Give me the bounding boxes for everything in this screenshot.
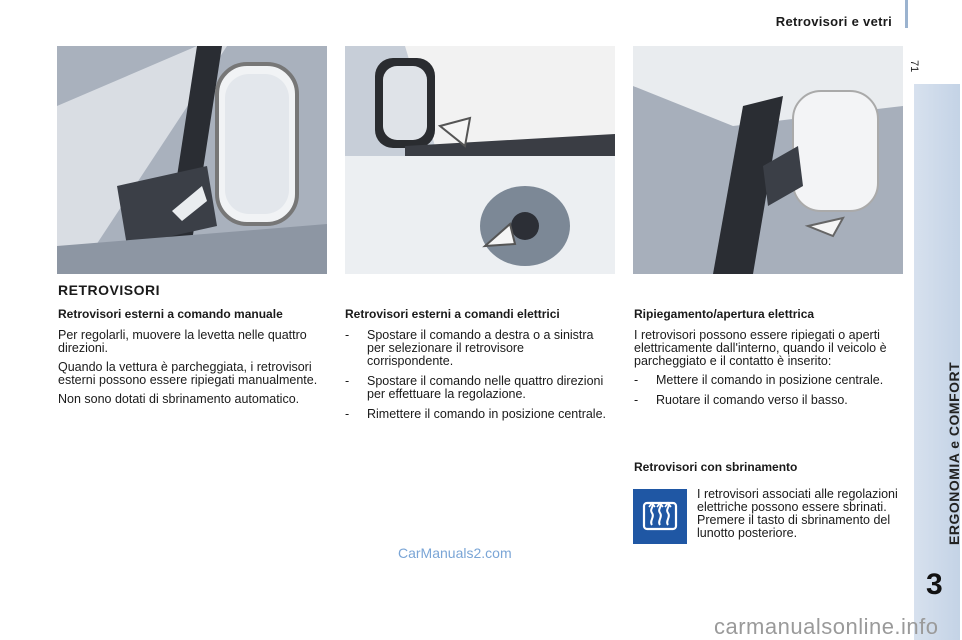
list-item xyxy=(345,408,610,421)
list-marker: - xyxy=(634,373,639,387)
list-item xyxy=(345,329,610,368)
section-title: RETROVISORI xyxy=(58,282,160,298)
paragraph: I retrovisori possono essere ripiegati o aperti elettricamente dall'interno, quando il veicolo è parcheggiato e il contatto è inserito: xyxy=(634,328,887,368)
chapter-number: 3 xyxy=(926,568,943,601)
list-item xyxy=(634,394,902,407)
heading-folding-mirrors: Ripiegamento/apertura elettrica xyxy=(634,307,815,321)
page-number: 71 xyxy=(908,60,920,73)
paragraph: I retrovisori associati alle regolazioni elettriche possono essere sbrinati. Premere il tasto di sbrinamento del lunotto posteriore. xyxy=(697,487,898,540)
paragraph: Non sono dotati di sbrinamento automatico. xyxy=(58,392,300,406)
watermark-footer: carmanualsonline.info xyxy=(714,614,939,639)
list-item xyxy=(345,375,610,401)
list-marker: - xyxy=(634,393,639,407)
photo-folding-mirror xyxy=(633,46,903,274)
list-marker: - xyxy=(345,374,350,388)
col-manual-mirrors xyxy=(58,308,328,412)
list-item-text: Spostare il comando a destra o a sinistra per selezionare il retrovisore corrispondente. xyxy=(367,328,594,368)
col-folding-mirrors xyxy=(634,308,902,414)
chapter-label: ERGONOMIA e COMFORT xyxy=(946,361,962,545)
heading-manual-mirrors: Retrovisori esterni a comando manuale xyxy=(58,307,283,321)
photo-electric-mirror xyxy=(345,46,615,274)
list-item-text: Mettere il comando in posizione centrale. xyxy=(656,373,884,387)
col-electric-mirrors xyxy=(345,308,610,428)
list-item-text: Rimettere il comando in posizione centrale. xyxy=(367,407,607,421)
watermark-link[interactable]: CarManuals2.com xyxy=(398,545,512,561)
photo-manual-mirror xyxy=(57,46,327,274)
header-divider xyxy=(905,0,908,28)
page-header-title: Retrovisori e vetri xyxy=(775,14,892,29)
defrost-description xyxy=(697,488,905,540)
list-marker: - xyxy=(345,407,350,421)
list-item xyxy=(634,374,902,387)
rear-defrost-icon xyxy=(633,489,687,544)
list-item-text: Spostare il comando nelle quattro direzioni per effettuare la regolazione. xyxy=(367,374,604,401)
paragraph: Quando la vettura è parcheggiata, i retrovisori esterni possono essere ripiegati manualmente. xyxy=(58,360,318,387)
paragraph: Per regolarli, muovere la levetta nelle quattro direzioni. xyxy=(58,328,307,355)
list-item-text: Ruotare il comando verso il basso. xyxy=(656,393,848,407)
list-marker: - xyxy=(345,328,350,342)
heading-electric-mirrors: Retrovisori esterni a comandi elettrici xyxy=(345,307,560,321)
heading-defrost-mirrors: Retrovisori con sbrinamento xyxy=(634,460,798,474)
